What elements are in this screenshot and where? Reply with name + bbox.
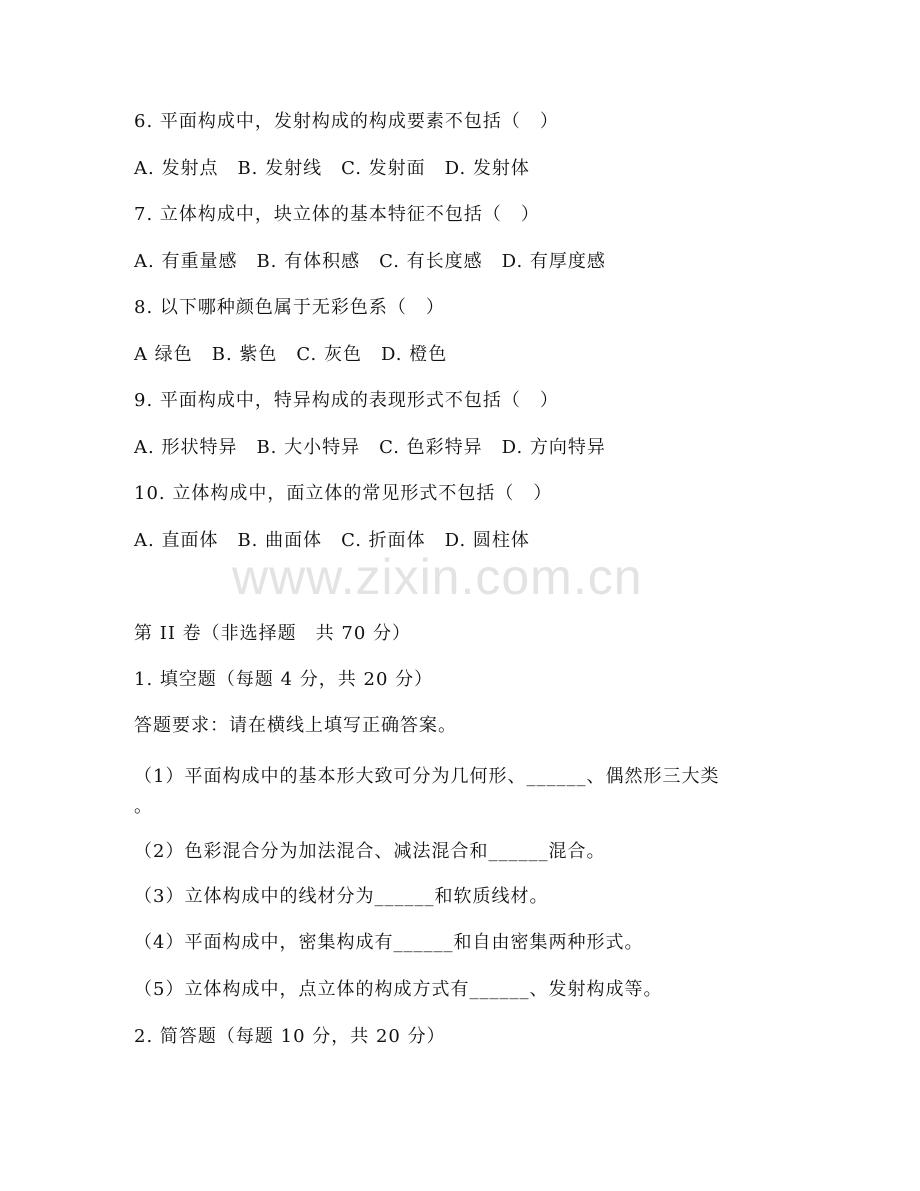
question-9: 9. 平面构成中，特异构成的表现形式不包括（ ）: [134, 390, 559, 411]
short-answer-heading: 2. 简答题（每题 10 分，共 20 分）: [134, 1026, 446, 1047]
question-10-options: A. 直面体 B. 曲面体 C. 折面体 D. 圆柱体: [134, 530, 530, 551]
fill-blank-heading: 1. 填空题（每题 4 分，共 20 分）: [134, 669, 434, 690]
section-title: 第 II 卷（非选择题 共 70 分）: [134, 623, 412, 644]
question-8-options: A 绿色 B. 紫色 C. 灰色 D. 橙色: [134, 344, 448, 365]
question-7: 7. 立体构成中，块立体的基本特征不包括（ ）: [134, 204, 540, 225]
question-7-options: A. 有重量感 B. 有体积感 C. 有长度感 D. 有厚度感: [134, 251, 606, 272]
question-9-options: A. 形状特异 B. 大小特异 C. 色彩特异 D. 方向特异: [134, 437, 606, 458]
question-10: 10. 立体构成中，面立体的常见形式不包括（ ）: [134, 483, 553, 504]
blank-4: （4）平面构成中，密集构成有______和自由密集两种形式。: [134, 932, 644, 953]
watermark: www.zixin.com.cn: [232, 549, 643, 605]
question-6: 6. 平面构成中，发射构成的构成要素不包括（ ）: [134, 111, 559, 132]
blank-2: （2）色彩混合分为加法混合、减法混合和______混合。: [134, 841, 606, 862]
question-8: 8. 以下哪种颜色属于无彩色系（ ）: [134, 297, 445, 318]
blank-1-continuation: 。: [134, 796, 152, 817]
blank-5: （5）立体构成中，点立体的构成方式有______、发射构成等。: [134, 979, 663, 1000]
question-6-options: A. 发射点 B. 发射线 C. 发射面 D. 发射体: [134, 158, 530, 179]
answer-requirement: 答题要求：请在横线上填写正确答案。: [134, 715, 457, 736]
blank-1: （1）平面构成中的基本形大致可分为几何形、______、偶然形三大类: [134, 766, 720, 787]
blank-3: （3）立体构成中的线材分为______和软质线材。: [134, 886, 549, 907]
